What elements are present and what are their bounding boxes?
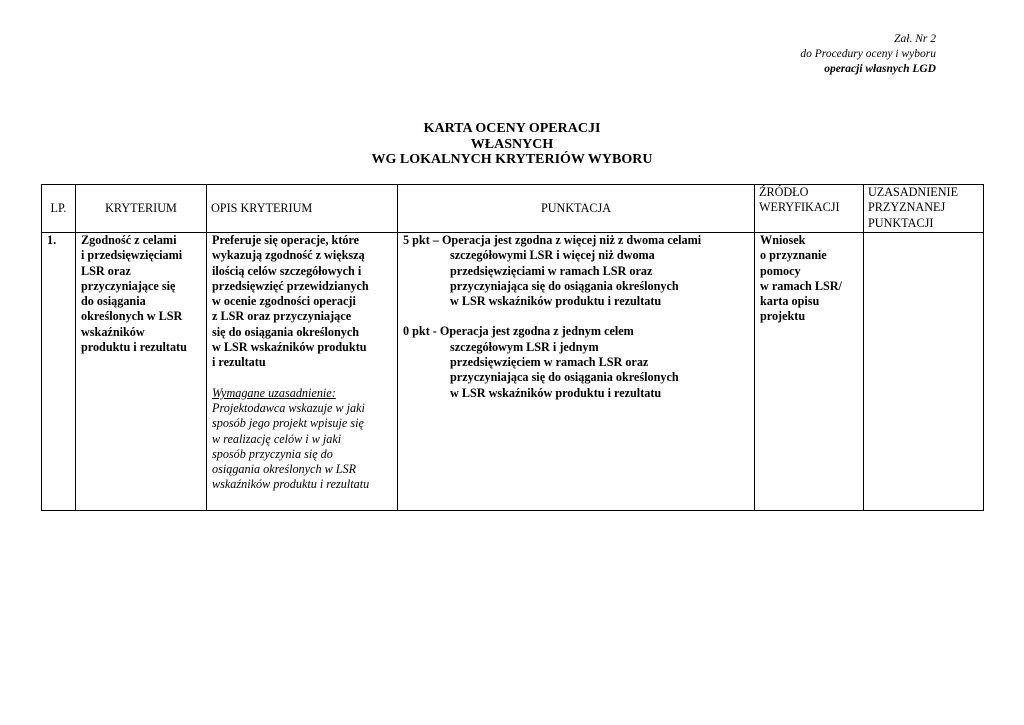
- header-opis: OPIS KRYTERIUM: [207, 185, 398, 233]
- title-line-2: WŁASNYCH: [470, 136, 554, 152]
- cell-opis: Preferuje się operacje, które wykazują zgodność z większą ilością celów szczegółowych i przedsięwzięć przewidzianych w ocenie zgodności operacji z LSR oraz przyczyniające się do osiągania określonych w LSR wskaźników produktu i rezultatu Wymagane uzasadnienie: Projektodawca wskazuje w jaki sposób jego projekt wpisuje się w realizację celów i w jaki sposób przyczynia się do osiągania określonych w LSR wskaźników produktu i rezultatu: [207, 233, 398, 511]
- cell-lp: 1.: [42, 233, 76, 511]
- evaluation-table: [41, 184, 984, 511]
- header-uzasadnienie: UZASADNIENIE PRZYZNANEJ PUNKTACJI: [864, 185, 984, 233]
- title-line-1: KARTA OCENY OPERACJI: [423, 121, 601, 136]
- header-zrodlo: ŹRÓDŁO WERYFIKACJI: [755, 185, 864, 233]
- document-title: [0, 121, 1024, 168]
- header-punktacja: PUNKTACJA: [398, 185, 755, 233]
- attachment-procedure: do Procedury oceny i wyboru: [800, 48, 936, 60]
- title-line-3: WG LOKALNYCH KRYTERIÓW WYBORU: [371, 152, 653, 167]
- required-justification: Wymagane uzasadnienie: Projektodawca wskazuje w jaki sposób jego projekt wpisuje się w realizację celów i w jaki sposób przyczynia się do osiągania określonych w LSR wskaźników produktu i rezultatu: [212, 386, 392, 493]
- header-kryterium: KRYTERIUM: [76, 185, 207, 233]
- attachment-number: Zał. Nr 2: [894, 33, 936, 45]
- score-0-description: 0 pkt - Operacja jest zgodna z jednym celem szczegółowym LSR i jednym przedsięwzięciem w ramach LSR oraz przyczyniająca się do osiągania określonych w LSR wskaźników produktu i rezultatu: [403, 324, 679, 400]
- cell-kryterium: Zgodność z celami i przedsięwzięciami LSR oraz przyczyniające się do osiągania określonych w LSR wskaźników produktu i rezultatu: [76, 233, 207, 511]
- required-justification-label: Wymagane uzasadnienie:: [212, 385, 336, 400]
- cell-zrodlo: Wniosek o przyznanie pomocy w ramach LSR/ karta opisu projektu: [755, 233, 864, 511]
- header-lp: LP.: [42, 185, 76, 233]
- score-5-description: 5 pkt – Operacja jest zgodna z więcej niż z dwoma celami szczegółowymi LSR i więcej niż dwoma przedsięwzięciami w ramach LSR oraz przyczyniająca się do osiągania określonych w LSR wskaźników produktu i rezultatu: [403, 233, 702, 309]
- cell-punktacja: [398, 233, 755, 511]
- attachment-note: [800, 32, 936, 77]
- table-row: [42, 233, 984, 511]
- table-header-row: [42, 185, 984, 233]
- cell-uzasadnienie: [864, 233, 984, 511]
- attachment-operations: operacji własnych LGD: [824, 63, 936, 75]
